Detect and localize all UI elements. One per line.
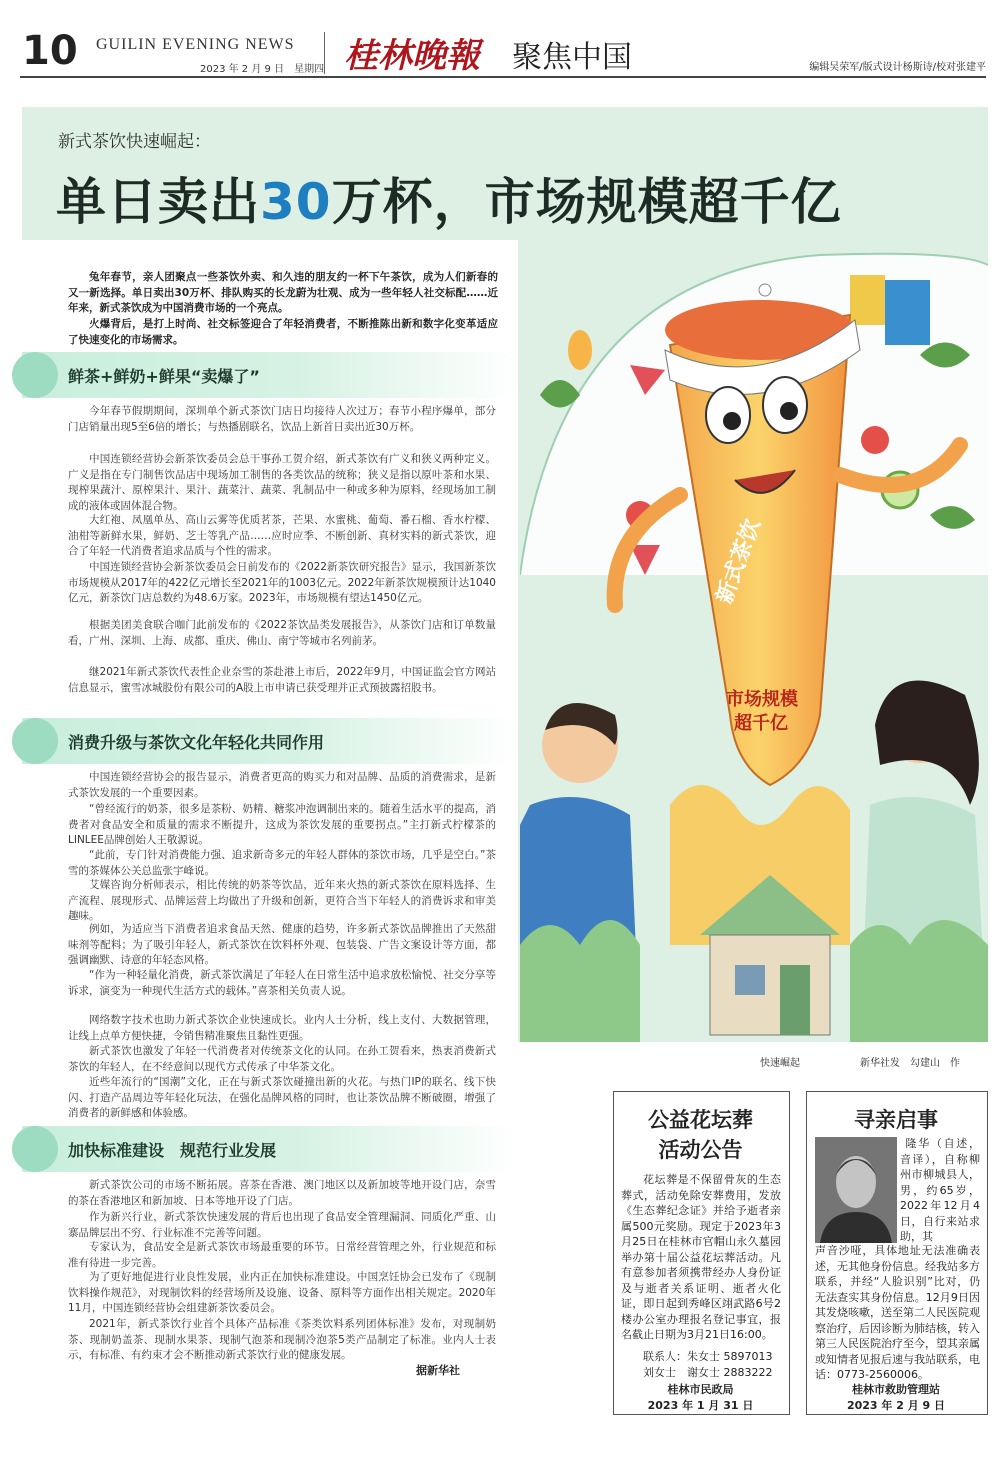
missing-person-body: 隆华（自述，音译），自称柳州市柳城县人，男，约65岁，2022年12月4日，自行来站求助，其	[900, 1137, 980, 1243]
body-paragraph: “作为一种轻量化消费，新式茶饮满足了年轻人在日常生活中追求放松愉悦、社交分享等诉求，演变为一种现代生活方式的载体。”喜茶相关负责人说。	[68, 969, 496, 997]
funeral-notice-date: 2023 年 1 月 31 日	[647, 1399, 754, 1412]
heading-marker	[12, 1126, 58, 1172]
section-title: 聚焦中国	[512, 40, 632, 75]
funeral-notice-org: 桂林市民政局	[667, 1383, 734, 1396]
section-heading-text: 鲜茶+鲜奶+鲜果“卖爆了”	[68, 367, 260, 386]
girl-hair	[875, 680, 979, 805]
body-paragraph: 作为新兴行业，新式茶饮快速发展的背后也出现了食品安全管理漏洞、同质化严重、山寨品牌层出不穷、行业标准不完善等问题。	[68, 1211, 496, 1239]
body-paragraph: 2021年，新式茶饮行业首个具体产品标准《茶类饮料系列团体标准》发布，对现制奶茶、现制奶盖茶、现制水果茶、现制气泡茶和现制冷泡茶5类产品制定了标准。业内人士表示，有标准、有约束才会不断推动新式茶饮行业的健康发展。	[68, 1318, 496, 1362]
page-number: 10	[22, 28, 78, 74]
juice-box-icon	[850, 275, 885, 325]
illustration-caption-credit: 新华社发 勾建山 作	[860, 1058, 960, 1069]
funeral-contact: 联系人：朱女士 5897013	[643, 1350, 773, 1363]
headline-part-1: 单日卖出	[56, 173, 260, 231]
editor-credits: 编辑吴荣军/版式设计杨斯诗/校对张建平	[809, 62, 986, 73]
cup-market-label: 超千亿	[734, 713, 788, 734]
mango-icon	[568, 330, 592, 370]
body-paragraph: 艾媒咨询分析师表示，相比传统的奶茶等饮品，近年来火热的新式茶饮在原料选择、生产流程、展现形式、品牌运营上均做出了升级和创新，更符合当下年轻人的消费诉求和审美趣味。	[68, 879, 496, 923]
body-paragraph: 专家认为，食品安全是新式茶饮市场最重要的环节。日常经营管理之外，行业规范和标准有待进一步完善。	[68, 1241, 496, 1269]
funeral-notice-body: 花坛葬是不保留骨灰的生态葬式，活动免除安葬费用，发放《生态葬纪念证》并给予逝者亲属500元奖励。现定于2023年3月25日在桂林市官帽山永久墓园举办第十届公益花坛葬活动。凡有意参加者须携带经办人身份证及与逝者关系证明、逝者火化证，即日起到秀峰区翊武路6号2楼办公室办理报名登记事宜，报名截止日期为3月21日16:00。	[621, 1173, 781, 1341]
headline-number: 30	[260, 173, 332, 231]
body-paragraph: 根据美团美食联合咖门此前发布的《2022茶饮品类发展报告》，从茶饮门店和订单数量看，广州、深圳、上海、成都、重庆、佛山、南宁等城市名列前茅。	[68, 619, 496, 647]
body-paragraph: “此前，专门针对消费能力强、追求新奇多元的年轻人群体的茶饮市场，几乎是空白。”茶雪的茶媒体公关总监张宇峰说。	[68, 849, 496, 877]
missing-person-photo	[815, 1137, 897, 1243]
funeral-notice-title: 活动公告	[658, 1137, 743, 1162]
body-paragraph: 例如，为适应当下消费者追求食品天然、健康的趋势，许多新式茶饮品牌推出了天然甜味剂等配料；为了吸引年轻人，新式茶饮在饮料杯外观、包装袋、广告文案设计等方面，都强调幽默、诗意的年轻态风格。	[68, 923, 496, 967]
cup-pupil-right	[780, 402, 798, 420]
body-paragraph: 新式茶饮也激发了年轻一代消费者对传统茶文化的认同。在孙工贺看来，热衷消费新式茶饮的年轻人，在不经意间以现代方式传承了中华茶文化。	[68, 1045, 496, 1073]
cup-label: 新式茶饮	[712, 515, 766, 608]
house-door	[780, 965, 810, 1035]
illustration-caption-title: 快速崛起	[760, 1058, 800, 1069]
missing-person-body: 声音沙哑，具体地址无法准确表述，无其他身份信息。经我站多方联系，并经“人脸识别”比对，仍无法查实其身份信息。12月9日因其发烧咳嗽，送至第二人民医院观察治疗，后因诊断为肺结核，转入第三人民医院治疗至今，望其亲属或知情者见报后速与我站联系，电话：0773-2560006。	[815, 1244, 980, 1381]
funeral-contact: 刘女士 谢女士 2883222	[643, 1366, 773, 1379]
article-headline	[56, 162, 842, 234]
paper-logo: 桂林晚報	[344, 36, 480, 76]
bushes	[850, 920, 988, 1042]
paper-name-en: GUILIN EVENING NEWS	[96, 36, 295, 53]
body-paragraph: 继2021年新式茶饮代表性企业奈雪的茶赴港上市后，2022年9月，中国证监会官方网站信息显示，蜜雪冰城股份有限公司的A股上市申请已获受理并正式预披露招股书。	[68, 666, 496, 694]
missing-person-date: 2023 年 2 月 9 日	[846, 1399, 946, 1412]
section-heading	[22, 352, 518, 398]
body-paragraph: 网络数字技术也助力新式茶饮企业快速成长。业内人士分析，线上支付、大数据管理，让线上点单方便快捷，令销售精准聚焦且黏性更强。	[68, 1014, 496, 1042]
milk-carton-icon	[885, 280, 930, 345]
body-paragraph: 新式茶饮公司的市场不断拓展。喜茶在香港、澳门地区以及新加坡等地开设门店，奈雪的茶在香港地区和新加坡、日本等地开设了门店。	[68, 1179, 496, 1207]
heading-marker	[12, 352, 58, 398]
lead-paragraph: 火爆背后，是打上时尚、社交标签迎合了年轻消费者，不断推陈出新和数字化变革适应了快速变化的市场需求。	[68, 318, 498, 346]
cup-market-label: 市场规模	[726, 689, 798, 710]
heading-marker	[12, 718, 58, 764]
tea-drink-illustration	[520, 245, 988, 1042]
pearl-icon	[759, 284, 771, 296]
funeral-notice-title: 公益花坛葬	[648, 1107, 753, 1132]
headline-part-2: 万杯，市场规模超千亿	[331, 173, 842, 231]
body-paragraph: 今年春节假期期间，深圳单个新式茶饮门店日均接待人次过万；春节小程序爆单，部分门店销量出现5至6倍的增长；与热播剧联名，饮品上新首日卖出近30万杯。	[68, 405, 496, 433]
article-kicker: 新式茶饮快速崛起：	[58, 132, 211, 152]
section-heading	[22, 718, 518, 764]
cup-pupil-left	[723, 412, 741, 430]
missing-person-org: 桂林市救助管理站	[852, 1383, 940, 1396]
article-source: 据新华社	[416, 1364, 460, 1377]
strawberry-icon	[861, 426, 889, 454]
missing-person-title: 寻亲启事	[854, 1107, 938, 1132]
body-paragraph: 近些年流行的“国潮”文化，正在与新式茶饮碰撞出新的火花。与热门IP的联名、线下快闪、打造产品周边等年轻化玩法，在强化品牌风格的同时，也让茶饮品牌不断破圈，增强了消费者的新鲜感和体验感。	[68, 1076, 496, 1120]
body-paragraph: 中国连锁经营协会的报告显示，消费者更高的购买力和对品牌、品质的消费需求，是新式茶饮发展的一个重要因素。	[68, 771, 496, 799]
house-window	[735, 965, 765, 995]
body-paragraph: 中国连锁经营协会新茶饮委员会日前发布的《2022新茶饮研究报告》显示，我国新茶饮市场规模从2017年的422亿元增长至2021年的1003亿元。2022年新茶饮规模预计达1040亿元，新茶饮门店总数约为48.6万家。2023年，市场规模有望达1450亿元。	[68, 561, 496, 605]
body-paragraph: 中国连锁经营协会新茶饮委员会总干事孙工贺介绍，新式茶饮有广义和狭义两种定义。广义是指在专门制售饮品店中现场加工制售的各类饮品的统称；狭义是指以原叶茶和水果、现榨果蔬汁、原榨果汁、果汁、蔬菜汁、蔬菜、乳制品中一种或多种为原料，经现场加工制成的液体或固体混合物。	[68, 453, 496, 512]
body-paragraph: 为了更好地促进行业良性发展，业内正在加快标准建设。中国烹饪协会已发布了《现制饮料操作规范》，对现制饮料的经营场所及设施、设备、原料等方面作出相关规定。2020年11月，中国连锁经营协会组建新茶饮委员会。	[68, 1271, 496, 1315]
section-heading	[22, 1126, 518, 1172]
body-paragraph: “曾经流行的奶茶，很多是茶粉、奶精、糖浆冲泡调制出来的。随着生活水平的提高，消费者对食品安全和质量的需求不断提升，这成为茶饮发展的重要拐点。”主打新式柠檬茶的LINLEE品牌创始人王敬源说。	[68, 803, 496, 847]
section-heading-text: 加快标准建设 规范行业发展	[68, 1141, 277, 1160]
lead-paragraph: 兔年春节，亲人团聚点一些茶饮外卖、和久违的朋友约一杯下午茶饮，成为人们新春的又一新选择。单日卖出30万杯、排队购买的长龙蔚为壮观、成为一些年轻人社交标配……近年来，新式茶饮成为中国消费市场的一个亮点。	[68, 271, 498, 315]
masthead-rule	[20, 76, 986, 78]
masthead-divider	[324, 32, 325, 74]
section-heading-text: 消费升级与茶饮文化年轻化共同作用	[68, 733, 325, 752]
house-body	[710, 935, 830, 1035]
body-paragraph: 大红袍、凤凰单丛、高山云雾等优质茗茶，芒果、水蜜桃、葡萄、番石榴、香水柠檬、油柑等新鲜水果，鲜奶、芝士等乳产品……应时应季、不断创新、真材实料的新式茶饮，迎合了年轻一代消费者追求品质与个性的需求。	[68, 514, 496, 558]
issue-date: 2023 年 2 月 9 日 星期四	[200, 64, 325, 75]
